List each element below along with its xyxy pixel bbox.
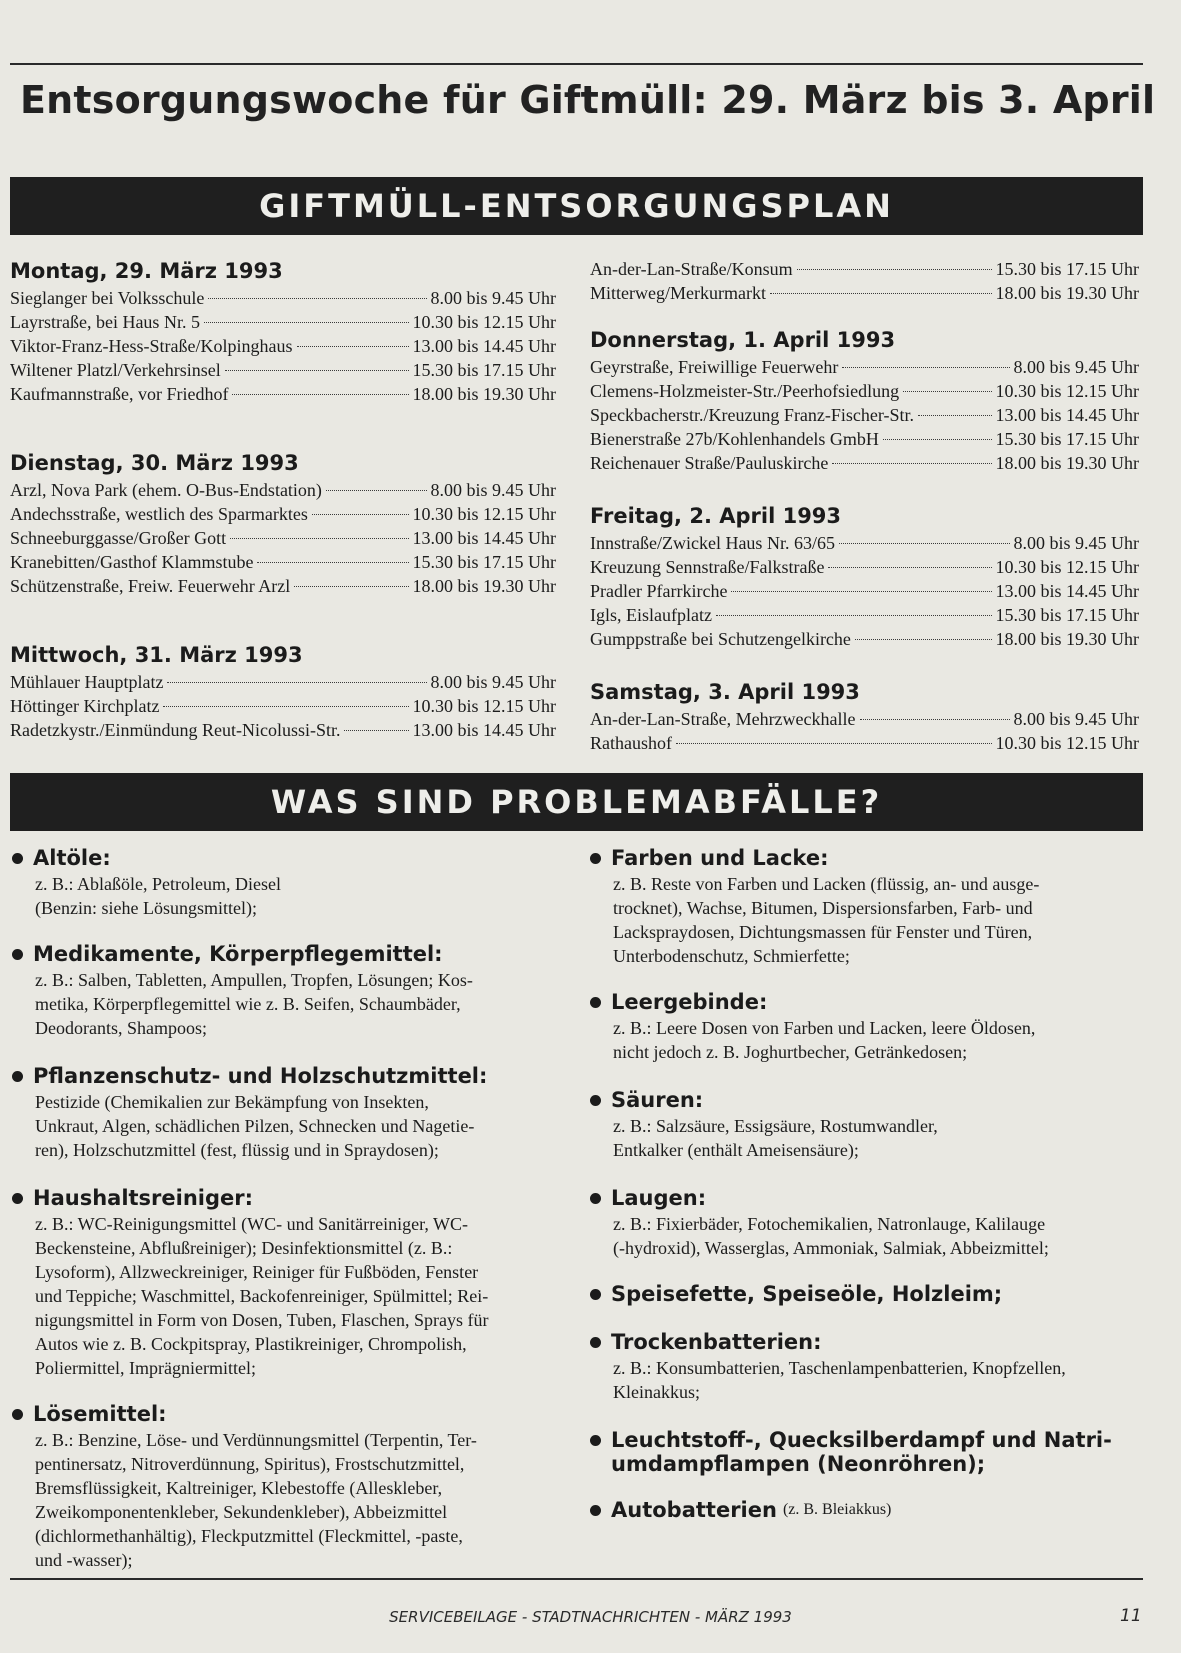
dot-leader: [344, 730, 408, 731]
day-title: Samstag, 3. April 1993: [590, 680, 860, 704]
description-line: Lackspraydosen, Dichtungsmassen für Fenster und Türen,: [613, 922, 1033, 942]
entry-time: 18.00 bis 19.30 Uhr: [412, 384, 556, 404]
categories-right-column: [590, 846, 1139, 1522]
entry-location: Schneeburggasse/Großer Gott: [10, 528, 227, 548]
schedule-entry: [590, 379, 1139, 403]
description-line: Unterbodenschutz, Schmierfette;: [613, 946, 850, 966]
schedule-entry: [590, 531, 1139, 555]
bullet-icon: [12, 949, 23, 960]
bullet-icon: [590, 853, 601, 864]
category-heading: [590, 1428, 1139, 1476]
description-line: Pestizide (Chemikalien zur Bekämpfung von Insekten,: [35, 1092, 429, 1112]
entry-time: 13.00 bis 14.45 Uhr: [995, 405, 1139, 425]
day-title: Freitag, 2. April 1993: [590, 504, 842, 528]
category-title: Farben und Lacke:: [611, 846, 829, 870]
schedule-entry: [10, 718, 556, 742]
category-block: [12, 1186, 554, 1380]
description-line: (Benzin: siehe Lösungsmittel);: [35, 898, 257, 918]
category-title: Haushaltsreiniger:: [33, 1186, 254, 1210]
entry-location: Sieglanger bei Volksschule: [10, 288, 205, 308]
dot-leader: [860, 719, 1010, 720]
category-title: Laugen:: [611, 1186, 707, 1210]
entry-time: 10.30 bis 12.15 Uhr: [995, 733, 1139, 753]
description-line: z. B.: Konsumbatterien, Taschenlampenbatterien, Knopfzellen,: [613, 1358, 1066, 1378]
entry-time: 15.30 bis 17.15 Uhr: [995, 605, 1139, 625]
bullet-icon: [590, 1435, 601, 1446]
description-line: z. B.: Fixierbäder, Fotochemikalien, Natronlauge, Kalilauge: [613, 1214, 1046, 1234]
entry-time: 15.30 bis 17.15 Uhr: [995, 429, 1139, 449]
category-block: [12, 1402, 554, 1572]
problem-title-band: WAS SIND PROBLEMABFÄLLE?: [10, 773, 1143, 831]
schedule-entry: [590, 257, 1139, 281]
category-note: (z. B. Bleiakkus): [782, 1501, 892, 1518]
schedule-entry: [590, 627, 1139, 651]
category-heading: [590, 1498, 1139, 1522]
dot-leader: [294, 586, 408, 587]
schedule-entry: [10, 694, 556, 718]
schedule-entry: [590, 403, 1139, 427]
category-title: Leuchtstoff-, Quecksilberdampf und Natri- umdampflampen (Neonröhren);: [611, 1428, 1112, 1476]
category-block: [590, 1498, 1139, 1522]
schedule-day: [10, 256, 556, 406]
dot-leader: [842, 367, 1009, 368]
schedule-entry: [10, 478, 556, 502]
schedule-entry: [590, 603, 1139, 627]
bullet-icon: [590, 1289, 601, 1300]
categories-left-column: [12, 846, 554, 1572]
page-footer: SERVICEBEILAGE - STADTNACHRICHTEN - MÄRZ 1993: [389, 1608, 792, 1626]
description-line: z. B.: Ablaßöle, Petroleum, Diesel: [35, 874, 281, 894]
schedule-entry: [590, 555, 1139, 579]
category-heading: [590, 1282, 1139, 1306]
description-line: und -wasser);: [35, 1550, 133, 1570]
entry-location: Höttinger Kirchplatz: [10, 696, 160, 716]
schedule-entry: [10, 334, 556, 358]
category-title: Medikamente, Körperpflegemittel:: [33, 942, 443, 966]
category-title: Lösemittel:: [33, 1402, 167, 1426]
schedule-entry: [10, 358, 556, 382]
description-line: z. B.: Leere Dosen von Farben und Lacken, leere Öldosen,: [613, 1018, 1036, 1038]
dot-leader: [716, 615, 992, 616]
description-line: z. B.: Salben, Tabletten, Ampullen, Tropfen, Lösungen; Kos-: [35, 970, 473, 990]
category-block: [590, 1428, 1139, 1476]
entry-time: 8.00 bis 9.45 Uhr: [430, 672, 556, 692]
category-description: [12, 1428, 554, 1572]
description-line: Poliermittel, Imprägniermittel;: [35, 1358, 256, 1378]
entry-time: 13.00 bis 14.45 Uhr: [412, 336, 556, 356]
dot-leader: [208, 298, 426, 299]
category-title: Speisefette, Speiseöle, Holzleim;: [611, 1282, 1003, 1306]
description-line: pentinersatz, Nitroverdünnung, Spiritus), Frostschutzmittel,: [35, 1454, 465, 1474]
entry-time: 18.00 bis 19.30 Uhr: [412, 576, 556, 596]
bullet-icon: [590, 1193, 601, 1204]
dot-leader: [918, 415, 991, 416]
category-block: [590, 1186, 1139, 1260]
entry-location: Mitterweg/Merkurmarkt: [590, 283, 766, 303]
description-line: (-hydroxid), Wasserglas, Ammoniak, Salmiak, Abbeizmittel;: [613, 1238, 1049, 1258]
dot-leader: [163, 706, 408, 707]
category-heading: [12, 942, 554, 966]
description-line: nigungsmittel in Form von Dosen, Tuben, Flaschen, Sprays für: [35, 1310, 489, 1330]
day-title: Donnerstag, 1. April 1993: [590, 328, 896, 352]
dot-leader: [257, 562, 408, 563]
description-line: z. B.: Benzine, Löse- und Verdünnungsmittel (Terpentin, Ter-: [35, 1430, 477, 1450]
category-heading: [590, 846, 1139, 870]
day-title: Mittwoch, 31. März 1993: [10, 643, 303, 667]
entry-time: 18.00 bis 19.30 Uhr: [995, 629, 1139, 649]
description-line: Zweikomponentenkleber, Sekundenkleber), Abbeizmittel: [35, 1502, 448, 1522]
dot-leader: [204, 322, 409, 323]
category-title: Altöle:: [33, 846, 111, 870]
day-title: Dienstag, 30. März 1993: [10, 451, 299, 475]
entry-time: 10.30 bis 12.15 Uhr: [412, 696, 556, 716]
bullet-icon: [590, 1505, 601, 1516]
entry-time: 8.00 bis 9.45 Uhr: [1013, 357, 1139, 377]
category-block: [590, 846, 1139, 968]
description-line: z. B.: WC-Reinigungsmittel (WC- und Sanitärreiniger, WC-: [35, 1214, 469, 1234]
entry-location: Radetzkystr./Einmündung Reut-Nicolussi-Str.: [10, 720, 341, 740]
description-line: Unkraut, Algen, schädlichen Pilzen, Schnecken und Nagetie-: [35, 1116, 475, 1136]
entry-location: An-der-Lan-Straße, Mehrzweckhalle: [590, 709, 856, 729]
description-line: Kleinakkus;: [613, 1382, 700, 1402]
category-block: [12, 846, 554, 920]
description-line: Autos wie z. B. Cockpitspray, Plastikreiniger, Chrompolish,: [35, 1334, 467, 1354]
entry-time: 8.00 bis 9.45 Uhr: [1013, 709, 1139, 729]
entry-location: Pradler Pfarrkirche: [590, 581, 728, 601]
entry-location: Andechsstraße, westlich des Sparmarktes: [10, 504, 308, 524]
category-title: Autobatterien: [611, 1498, 777, 1522]
entry-time: 10.30 bis 12.15 Uhr: [995, 557, 1139, 577]
entry-location: Reichenauer Straße/Pauluskirche: [590, 453, 829, 473]
category-description: [590, 1016, 1139, 1064]
schedule-entry: [590, 707, 1139, 731]
schedule-entry: [590, 579, 1139, 603]
category-title: Säuren:: [611, 1088, 704, 1112]
category-description: [12, 1212, 554, 1380]
category-block: [590, 1282, 1139, 1306]
dot-leader: [770, 293, 992, 294]
entry-location: Speckbacherstr./Kreuzung Franz-Fischer-Str.: [590, 405, 915, 425]
entry-location: Kreuzung Sennstraße/Falkstraße: [590, 557, 825, 577]
entry-time: 8.00 bis 9.45 Uhr: [1013, 533, 1139, 553]
description-line: Entkalker (enthält Ameisensäure);: [613, 1140, 859, 1160]
entry-location: Mühlauer Hauptplatz: [10, 672, 164, 692]
category-description: [12, 872, 554, 920]
entry-time: 18.00 bis 19.30 Uhr: [995, 453, 1139, 473]
bullet-icon: [12, 1071, 23, 1082]
schedule-left-column: [10, 256, 556, 768]
category-description: [590, 872, 1139, 968]
category-block: [12, 942, 554, 1040]
entry-time: 15.30 bis 17.15 Uhr: [412, 360, 556, 380]
schedule-entry: [10, 526, 556, 550]
entry-time: 13.00 bis 14.45 Uhr: [995, 581, 1139, 601]
dot-leader: [903, 391, 991, 392]
dot-leader: [797, 269, 992, 270]
category-heading: [590, 990, 1139, 1014]
category-heading: [590, 1330, 1139, 1354]
dot-leader: [167, 682, 426, 683]
bottom-rule: [10, 1578, 1143, 1580]
schedule-entry: [10, 574, 556, 598]
bullet-icon: [590, 997, 601, 1008]
description-line: (dichlormethanhältig), Fleckputzmittel (Fleckmittel, -paste,: [35, 1526, 463, 1546]
page-headline: Entsorgungswoche für Giftmüll: 29. März bis 3. April: [20, 78, 1156, 122]
schedule-entry: [10, 286, 556, 310]
entry-time: 15.30 bis 17.15 Uhr: [412, 552, 556, 572]
description-line: Bremsflüssigkeit, Kaltreiniger, Klebestoffe (Alleskleber,: [35, 1478, 443, 1498]
description-line: und Teppiche; Waschmittel, Backofenreiniger, Spülmittel; Rei-: [35, 1286, 489, 1306]
dot-leader: [230, 538, 408, 539]
description-line: trocknet), Wachse, Bitumen, Dispersionsfarben, Farb- und: [613, 898, 1033, 918]
category-heading: [12, 1402, 554, 1426]
schedule-day: [590, 501, 1139, 651]
schedule-day: [590, 677, 1139, 755]
category-block: [590, 990, 1139, 1064]
bullet-icon: [12, 1409, 23, 1420]
schedule-day: [10, 448, 556, 598]
dot-leader: [731, 591, 991, 592]
dot-leader: [832, 463, 991, 464]
entry-time: 10.30 bis 12.15 Uhr: [412, 504, 556, 524]
category-heading: [590, 1186, 1139, 1210]
category-title: Leergebinde:: [611, 990, 768, 1014]
description-line: z. B.: Salzsäure, Essigsäure, Rostumwandler,: [613, 1116, 938, 1136]
description-line: z. B. Reste von Farben und Lacken (flüssig, an- und ausge-: [613, 874, 1040, 894]
entry-location: An-der-Lan-Straße/Konsum: [590, 259, 793, 279]
top-rule: [10, 63, 1143, 65]
schedule-entry: [590, 451, 1139, 475]
category-block: [590, 1088, 1139, 1162]
entry-location: Wiltener Platzl/Verkehrsinsel: [10, 360, 221, 380]
page-number: 11: [1120, 1606, 1142, 1626]
dot-leader: [326, 490, 427, 491]
dot-leader: [232, 394, 408, 395]
description-line: Lysoform), Allzweckreiniger, Reiniger für Fußböden, Fenster: [35, 1262, 479, 1282]
description-line: Beckensteine, Abflußreiniger); Desinfektionsmittel (z. B.:: [35, 1238, 453, 1258]
plan-title-band: GIFTMÜLL-ENTSORGUNGSPLAN: [10, 177, 1143, 235]
schedule-day: [590, 257, 1139, 305]
bullet-icon: [12, 853, 23, 864]
entry-location: Arzl, Nova Park (ehem. O-Bus-Endstation): [10, 480, 322, 500]
entry-time: 18.00 bis 19.30 Uhr: [995, 283, 1139, 303]
schedule-entry: [590, 731, 1139, 755]
schedule-day: [10, 640, 556, 742]
entry-location: Clemens-Holzmeister-Str./Peerhofsiedlung: [590, 381, 900, 401]
entry-location: Bienerstraße 27b/Kohlenhandels GmbH: [590, 429, 879, 449]
dot-leader: [828, 567, 991, 568]
entry-location: Viktor-Franz-Hess-Straße/Kolpinghaus: [10, 336, 293, 356]
entry-location: Kranebitten/Gasthof Klammstube: [10, 552, 254, 572]
category-title: Trockenbatterien:: [611, 1330, 822, 1354]
description-line: metika, Körperpflegemittel wie z. B. Seifen, Schaumbäder,: [35, 994, 461, 1014]
dot-leader: [839, 543, 1010, 544]
category-heading: [12, 846, 554, 870]
description-line: ren), Holzschutzmittel (fest, flüssig und in Spraydosen);: [35, 1140, 439, 1160]
schedule-entry: [10, 310, 556, 334]
entry-time: 13.00 bis 14.45 Uhr: [412, 528, 556, 548]
category-description: [590, 1356, 1139, 1404]
category-block: [590, 1330, 1139, 1404]
entry-location: Innstraße/Zwickel Haus Nr. 63/65: [590, 533, 835, 553]
entry-time: 15.30 bis 17.15 Uhr: [995, 259, 1139, 279]
schedule-entry: [590, 427, 1139, 451]
day-title: Montag, 29. März 1993: [10, 259, 283, 283]
bullet-icon: [590, 1095, 601, 1106]
schedule-entry: [10, 550, 556, 574]
entry-location: Layrstraße, bei Haus Nr. 5: [10, 312, 200, 332]
schedule-entry: [10, 382, 556, 406]
category-heading: [590, 1088, 1139, 1112]
description-line: nicht jedoch z. B. Joghurtbecher, Getränkedosen;: [613, 1042, 968, 1062]
category-description: [12, 1090, 554, 1162]
entry-location: Schützenstraße, Freiw. Feuerwehr Arzl: [10, 576, 291, 596]
bullet-icon: [590, 1337, 601, 1348]
schedule-entry: [590, 281, 1139, 305]
entry-time: 10.30 bis 12.15 Uhr: [412, 312, 556, 332]
schedule-entry: [10, 670, 556, 694]
description-line: Deodorants, Shampoos;: [35, 1018, 207, 1038]
category-description: [590, 1114, 1139, 1162]
bullet-icon: [12, 1193, 23, 1204]
entry-location: Rathaushof: [590, 733, 672, 753]
entry-time: 8.00 bis 9.45 Uhr: [430, 288, 556, 308]
entry-time: 8.00 bis 9.45 Uhr: [430, 480, 556, 500]
category-heading: [12, 1186, 554, 1210]
entry-time: 13.00 bis 14.45 Uhr: [412, 720, 556, 740]
entry-location: Kaufmannstraße, vor Friedhof: [10, 384, 229, 404]
entry-location: Gumppstraße bei Schutzengelkirche: [590, 629, 851, 649]
category-description: [590, 1212, 1139, 1260]
category-description: [12, 968, 554, 1040]
dot-leader: [883, 439, 992, 440]
category-title: Pflanzenschutz- und Holzschutzmittel:: [33, 1064, 488, 1088]
dot-leader: [676, 743, 992, 744]
dot-leader: [312, 514, 409, 515]
category-heading: [12, 1064, 554, 1088]
schedule-entry: [590, 355, 1139, 379]
dot-leader: [225, 370, 409, 371]
schedule-day: [590, 325, 1139, 475]
category-block: [12, 1064, 554, 1162]
entry-time: 10.30 bis 12.15 Uhr: [995, 381, 1139, 401]
entry-location: Igls, Eislaufplatz: [590, 605, 712, 625]
dot-leader: [855, 639, 992, 640]
schedule-entry: [10, 502, 556, 526]
entry-location: Geyrstraße, Freiwillige Feuerwehr: [590, 357, 839, 377]
dot-leader: [297, 346, 409, 347]
schedule-right-column: [590, 257, 1139, 781]
